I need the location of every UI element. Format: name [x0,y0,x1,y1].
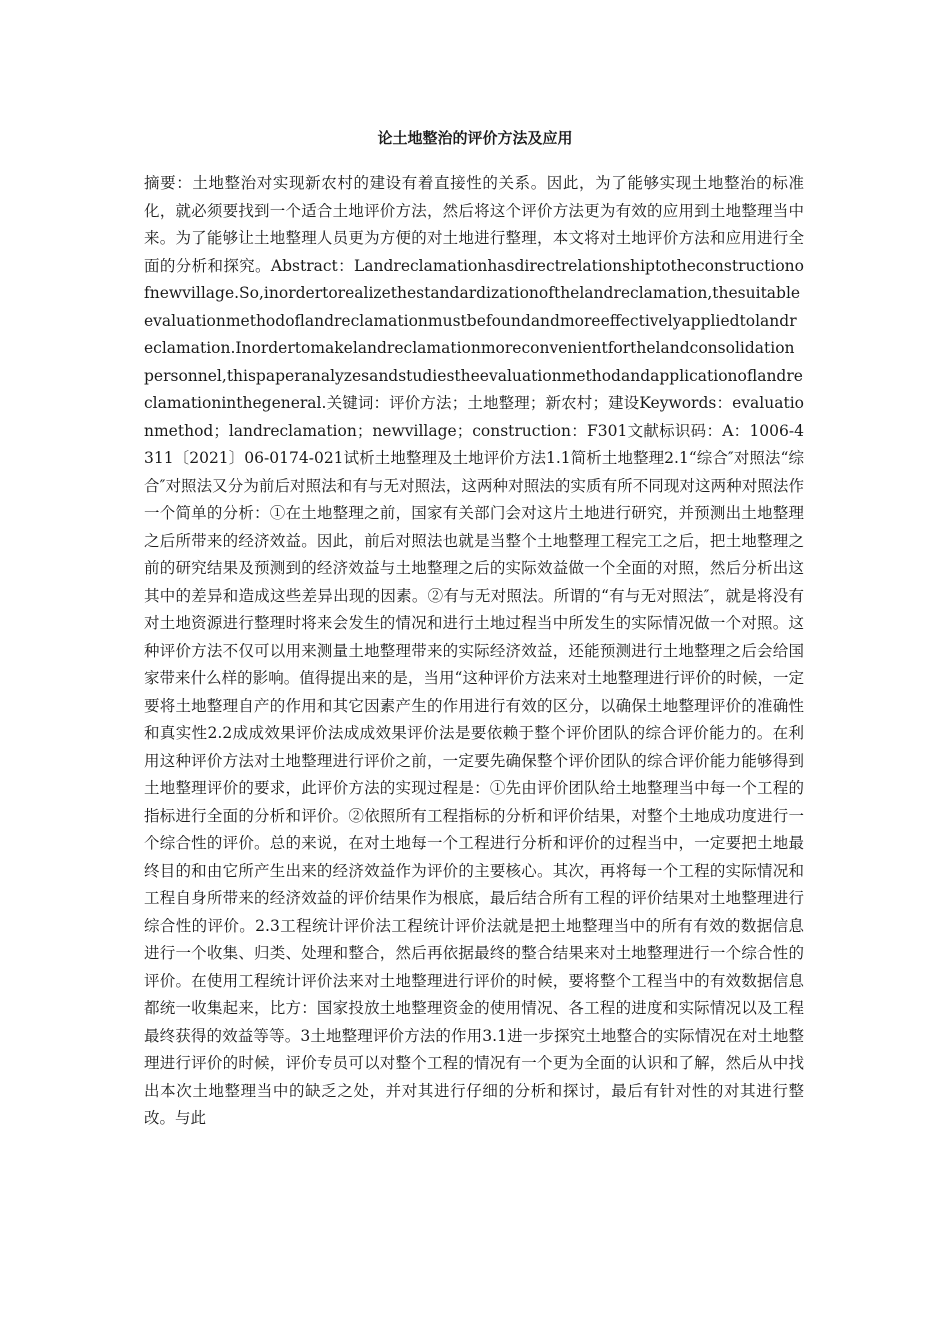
document-title: 论土地整治的评价方法及应用 [377,129,573,147]
document-body-text: 摘要：土地整治对实现新农村的建设有着直接性的关系。因此，为了能够实现土地整治的标准化，就必须要找到一个适合土地评价方法，然后将这个评价方法更为有效的应用到土地整理当中来。为了能够让土地整理人员更为方便的对土地进行整理，本文将对土地评价方法和应用进行全面的分析和探究。Abstract：Landreclamationhasdirectrelationshiptotheconstructionofnewvillage.So,inordertorealizethestandardizationofthelandreclamation,thesuitableevaluationmethodoflandreclamationmustbefoundandmoreeffectivelyappliedtolandreclamation.Inordertomakelandreclamationmoreconvenientforthelandconsolidationpersonnel,thispaperanalyzesandstudiestheevaluationmethodandapplicationoflandreclamationinthegeneral.关键词：评价方法；土地整理；新农村；建设Keywords：evaluationmethod；landreclamation；newvillage；construction：F301文献标识码：A：1006-4311〔2021〕06-0174-021试析土地整理及土地评价方法1.1简析土地整理2.1“综合″对照法“综合″对照法又分为前后对照法和有与无对照法，这两种对照法的实质有所不同现对这两种对照法作一个简单的分析：①在土地整理之前，国家有关部门会对这片土地进行研究，并预测出土地整理之后所带来的经济效益。因此，前后对照法也就是当整个土地整理工程完工之后，把土地整理之前的研究结果及预测到的经济效益与土地整理之后的实际效益做一个全面的对照，然后分析出这其中的差异和造成这些差异出现的因素。②有与无对照法。所谓的“有与无对照法″，就是将没有对土地资源进行整理时将来会发生的情况和进行土地过程当中所发生的实际情况做一个对照。这种评价方法不仅可以用来测量土地整理带来的实际经济效益，还能预测进行土地整理之后会给国家带来什么样的影响。值得提出来的是，当用“这种评价方法来对土地整理进行评价的时候，一定要将土地整理自产的作用和其它因素产生的作用进行有效的区分，以确保土地整理评价的准确性和真实性2.2成成效果评价法成成效果评价法是要依赖于整个评价团队的综合评价能力的。在利用这种评价方法对土地整理进行评价之前，一定要先确保整个评价团队的综合评价能力能够得到土地整理评价的要求，此评价方法的实现过程是：①先由评价团队给土地整理当中每一个工程的指标进行全面的分析和评价。②依照所有工程指标的分析和评价结果，对整个土地成功度进行一个综合性的评价。总的来说，在对土地每一个工程进行分析和评价的过程当中，一定要把土地最终目的和由它所产生出来的经济效益作为评价的主要核心。其次，再将每一个工程的实际情况和工程自身所带来的经济效益的评价结果作为根底，最后结合所有工程的评价结果对土地整理进行综合性的评价。2.3工程统计评价法工程统计评价法就是把土地整理当中的所有有效的数据信息进行一个收集、归类、处理和整合，然后再依据最终的整合结果来对土地整理进行一个综合性的评价。在使用工程统计评价法来对土地整理进行评价的时候，要将整个工程当中的有效数据信息都统一收集起来，比方：国家投放土地整理资金的使用情况、各工程的进度和实际情况以及工程最终获得的效益等等。3土地整理评价方法的作用3.1进一步探究土地整合的实际情况在对土地整理进行评价的时候，评价专员可以对整个工程的情况有一个更为全面的认识和了解，然后从中找出本次土地整理当中的缺乏之处，并对其进行仔细的分析和探讨，最后有针对性的对其进行整改。与此 [144,174,804,1127]
